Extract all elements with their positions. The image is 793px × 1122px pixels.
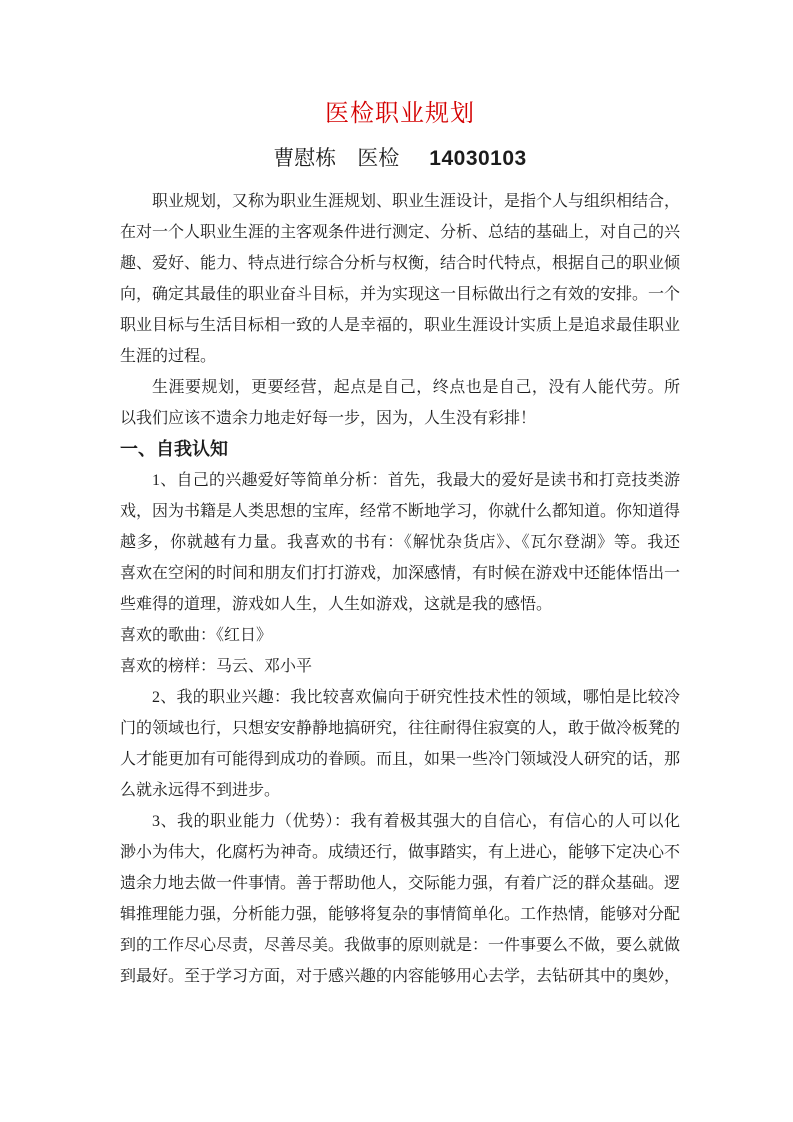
text-line: 生涯的过程。 xyxy=(120,348,217,365)
text-line: 么就永远得不到进步。 xyxy=(120,782,281,799)
text-line: 2、我的职业兴趣：我比较喜欢偏向于研究性技术性的领域，哪怕是比较冷 xyxy=(152,689,680,706)
paragraph-intro xyxy=(120,186,680,372)
text-line: 喜欢的歌曲：《红日》 xyxy=(120,627,273,644)
text-line: 到的工作尽心尽责，尽善尽美。我做事的原则就是：一件事要么不做，要么就做 xyxy=(120,937,680,954)
paragraph-favorite-role-models xyxy=(120,651,680,682)
paragraph-favorite-song xyxy=(120,620,680,651)
text-line: 门的领域也行，只想安安静静地搞研究，往往耐得住寂寞的人，敢于做冷板凳的 xyxy=(120,720,680,737)
text-line: 职业规划，又称为职业生涯规划、职业生涯设计，是指个人与组织相结合， xyxy=(152,193,680,210)
paragraph-section-heading-self-awareness xyxy=(120,434,680,465)
text-line: 一、自我认知 xyxy=(120,439,228,459)
paragraph-interests-analysis xyxy=(120,465,680,620)
text-line: 趣、爱好、能力、特点进行综合分析与权衡，结合时代特点，根据自己的职业倾 xyxy=(120,255,680,272)
text-line: 喜欢在空闲的时间和朋友们打打游戏，加深感情，有时候在游戏中还能体悟出一 xyxy=(120,565,680,582)
text-line: 辑推理能力强，分析能力强，能够将复杂的事情简单化。工作热情，能够对分配 xyxy=(120,906,680,923)
text-line: 喜欢的榜样：马云、邓小平 xyxy=(120,658,313,675)
byline xyxy=(120,140,680,177)
text-line: 1、自己的兴趣爱好等简单分析：首先，我最大的爱好是读书和打竞技类游 xyxy=(152,472,680,489)
document-body xyxy=(120,186,680,992)
document-title: 医检职业规划 xyxy=(325,101,475,127)
text-line: 遗余力地去做一件事情。善于帮助他人，交际能力强，有着广泛的群众基础。逻 xyxy=(120,875,680,892)
paragraph-career-interest xyxy=(120,682,680,806)
text-line: 些难得的道理，游戏如人生，人生如游戏，这就是我的感悟。 xyxy=(120,596,553,613)
paragraph-career-ability xyxy=(120,806,680,992)
text-line: 戏，因为书籍是人类思想的宝库，经常不断地学习，你就什么都知道。你知道得 xyxy=(120,503,680,520)
text-line: 生涯要规划，更要经营，起点是自己，终点也是自己，没有人能代劳。所 xyxy=(152,379,680,396)
author-major: 医检 xyxy=(357,146,400,170)
text-line: 在对一个人职业生涯的主客观条件进行测定、分析、总结的基础上，对自己的兴 xyxy=(120,224,680,241)
text-line: 人才能更加有可能得到成功的眷顾。而且，如果一些冷门领域没人研究的话，那 xyxy=(120,751,680,768)
text-line: 越多，你就越有力量。我喜欢的书有：《解忧杂货店》、《瓦尔登湖》等。我还 xyxy=(120,534,680,551)
paragraph-motto xyxy=(120,372,680,434)
text-line: 以我们应该不遗余力地走好每一步，因为，人生没有彩排！ xyxy=(120,410,537,427)
text-line: 到最好。至于学习方面，对于感兴趣的内容能够用心去学，去钻研其中的奥妙， xyxy=(120,968,680,985)
text-line: 渺小为伟大，化腐朽为神奇。成绩还行，做事踏实，有上进心，能够下定决心不 xyxy=(120,844,680,861)
text-line: 向，确定其最佳的职业奋斗目标，并为实现这一目标做出行之有效的安排。一个 xyxy=(120,286,680,303)
author-name: 曹慰栋 xyxy=(273,146,337,170)
text-line: 职业目标与生活目标相一致的人是幸福的，职业生涯设计实质上是追求最佳职业 xyxy=(120,317,680,334)
text-line: 3、我的职业能力（优势）：我有着极其强大的自信心，有信心的人可以化 xyxy=(152,813,680,830)
student-id: 14030103 xyxy=(429,147,527,170)
